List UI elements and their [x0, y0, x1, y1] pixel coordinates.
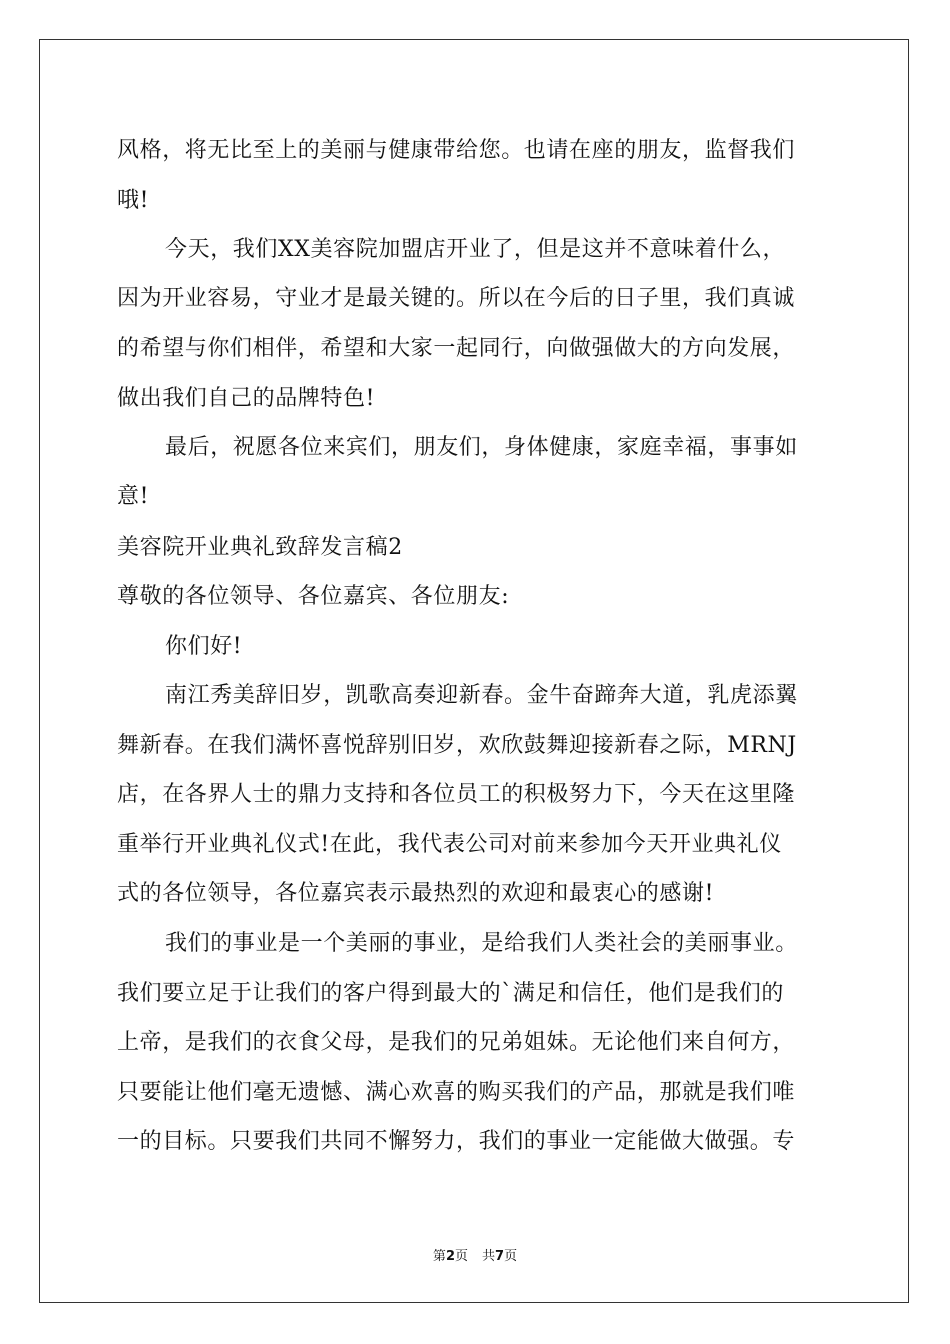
- text-line: 重举行开业典礼仪式!在此，我代表公司对前来参加今天开业典礼仪: [117, 832, 782, 857]
- greeting: 你们好!: [165, 634, 243, 659]
- section-heading: 美容院开业典礼致辞发言稿2: [117, 535, 403, 560]
- total-page-number: 7: [495, 1249, 505, 1264]
- text-line: 哦!: [117, 188, 150, 213]
- paragraph-first-line: 今天，我们XX美容院加盟店开业了，但是这并不意味着什么，: [165, 237, 786, 262]
- total-suffix: 页: [504, 1249, 518, 1264]
- text-line: 因为开业容易，守业才是最关键的。所以在今后的日子里，我们真诚: [117, 286, 796, 311]
- paragraph-first-line: 南江秀美辞旧岁，凯歌高奏迎新春。金牛奋蹄奔大道，乳虎添翼: [165, 683, 798, 708]
- salutation: 尊敬的各位领导、各位嘉宾、各位朋友:: [117, 584, 510, 609]
- text-line: 舞新春。在我们满怀喜悦辞别旧岁，欢欣鼓舞迎接新春之际，MRNJ: [117, 733, 797, 758]
- text-line: 意!: [117, 484, 150, 509]
- page-border: [39, 39, 909, 1303]
- text-line: 店，在各界人士的鼎力支持和各位员工的积极努力下，今天在这里隆: [117, 782, 796, 807]
- page-prefix: 第: [432, 1249, 446, 1264]
- text-line: 一的目标。只要我们共同不懈努力，我们的事业一定能做大做强。专: [117, 1129, 796, 1154]
- text-line: 上帝，是我们的衣食父母，是我们的兄弟姐妹。无论他们来自何方，: [117, 1030, 796, 1055]
- current-page-number: 2: [445, 1249, 455, 1264]
- text-line: 只要能让他们毫无遗憾、满心欢喜的购买我们的产品，那就是我们唯: [117, 1080, 796, 1105]
- text-line: 的希望与你们相伴，希望和大家一起同行，向做强做大的方向发展，: [117, 336, 796, 361]
- paragraph-first-line: 最后，祝愿各位来宾们，朋友们，身体健康，家庭幸福，事事如: [165, 435, 798, 460]
- text-line: 做出我们自己的品牌特色!: [117, 386, 376, 411]
- text-line: 风格，将无比至上的美丽与健康带给您。也请在座的朋友，监督我们: [117, 138, 796, 163]
- paragraph-first-line: 我们的事业是一个美丽的事业，是给我们人类社会的美丽事业。: [165, 931, 798, 956]
- page-suffix: 页: [454, 1249, 468, 1264]
- total-prefix: 共: [482, 1249, 496, 1264]
- text-line: 式的各位领导，各位嘉宾表示最热烈的欢迎和最衷心的感谢!: [117, 881, 715, 906]
- text-line: 我们要立足于让我们的客户得到最大的`满足和信任，他们是我们的: [117, 981, 785, 1006]
- page-number-footer: [0, 1248, 950, 1266]
